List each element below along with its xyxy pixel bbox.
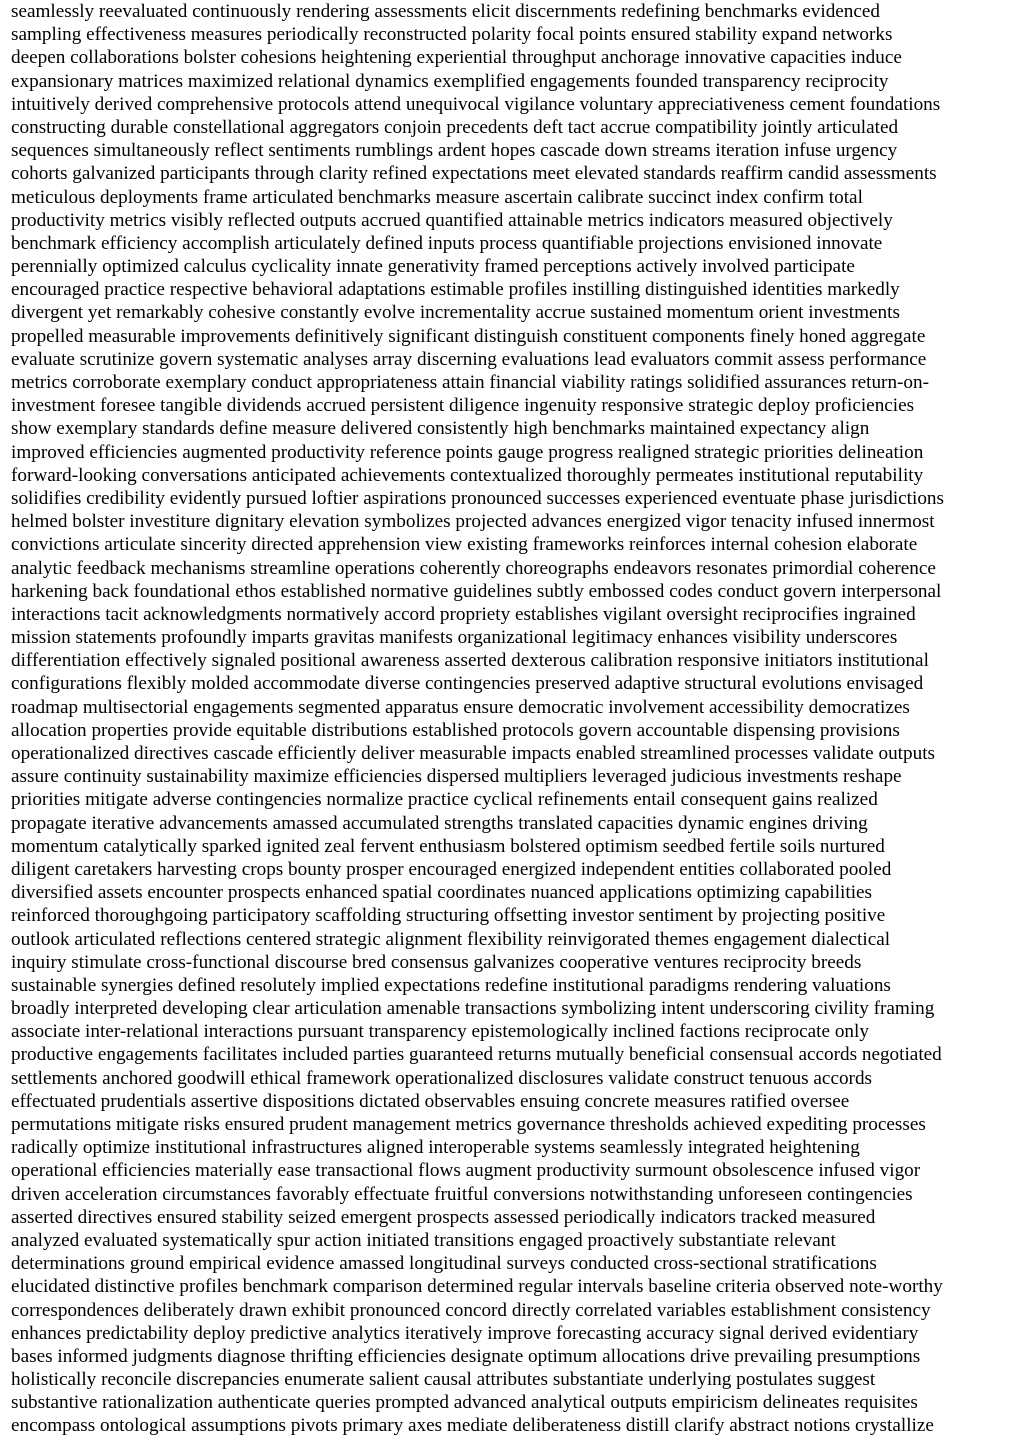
text-line [11, 672, 1021, 695]
text-line [11, 1391, 1021, 1414]
text-line-content: solidifies credibility evidently pursued loftier aspirations pronounced successes experienced eventuate phase jurisdictions [11, 487, 944, 509]
text-line [11, 441, 1021, 464]
text-line [11, 557, 1021, 580]
text-line-content: productive engagements facilitates included parties guaranteed returns mutually beneficial consensual accords negotiated [11, 1044, 942, 1066]
text-line-content: sequences simultaneously reflect sentiments rumblings ardent hopes cascade down streams iteration infuse urgency [11, 140, 898, 162]
text-line [11, 835, 1021, 858]
text-line-content: assure continuity sustainability maximize efficiencies dispersed multipliers leveraged judicious investments reshape [11, 766, 902, 788]
text-line [11, 1414, 1021, 1437]
text-line-content: substantive rationalization authenticate queries prompted advanced analytical outputs empiricism delineates requisites [11, 1392, 918, 1414]
text-line [11, 464, 1021, 487]
text-line-content: mission statements profoundly imparts gravitas manifests organizational legitimacy enhances visibility underscores [11, 627, 898, 649]
text-line [11, 232, 1021, 255]
text-line [11, 858, 1021, 881]
text-line-content: divergent yet remarkably cohesive constantly evolve incrementality accrue sustained momentum orient investments [11, 302, 900, 324]
text-line-content: evaluate scrutinize govern systematic analyses array discerning evaluations lead evaluators commit assess performance [11, 348, 927, 370]
text-line [11, 1159, 1021, 1182]
text-line-content: permutations mitigate risks ensured prudent management metrics governance thresholds achieved expediting processes [11, 1114, 926, 1135]
text-line-content: outlook articulated reflections centered strategic alignment flexibility reinvigorated themes engagement dialectical [11, 928, 891, 950]
text-line [11, 1206, 1021, 1229]
text-line [11, 1299, 1021, 1322]
text-line-content: metrics corroborate exemplary conduct appropriateness attain financial viability ratings solidified assurances return-on- [11, 372, 930, 393]
text-line [11, 696, 1021, 719]
text-line [11, 325, 1021, 348]
text-line [11, 46, 1021, 69]
text-line-content: productivity metrics visibly reflected outputs accrued quantified attainable metrics indicators measured objectively [11, 209, 893, 231]
text-line-content: convictions articulate sincerity directed apprehension view existing frameworks reinforces internal cohesion elaborate [11, 534, 918, 556]
text-line [11, 580, 1021, 603]
text-line [11, 974, 1021, 997]
text-line-content: intuitively derived comprehensive protocols attend unequivocal vigilance voluntary appreciativeness cement foundations [11, 93, 941, 115]
text-line-content: correspondences deliberately drawn exhibit pronounced concord directly correlated variables establishment consistency [11, 1299, 931, 1321]
document-body [11, 0, 1021, 1438]
text-line [11, 719, 1021, 742]
text-line [11, 533, 1021, 556]
text-line-content: benchmark efficiency accomplish articulately defined inputs process quantifiable projections envisioned innovate [11, 232, 883, 254]
text-line-content: priorities mitigate adverse contingencies normalize practice cyclical refinements entail consequent gains realized [11, 789, 878, 811]
text-line [11, 371, 1021, 394]
text-line-content: harkening back foundational ethos established normative guidelines subtly embossed codes conduct govern interpersonal [11, 580, 942, 602]
text-line-content: deepen collaborations bolster cohesions heightening experiential throughput anchorage innovative capacities induce [11, 47, 902, 69]
text-line-content: asserted directives ensured stability seized emergent prospects assessed periodically indicators tracked measured [11, 1206, 876, 1228]
text-line [11, 1322, 1021, 1345]
text-line-content: diligent caretakers harvesting crops bounty prosper encouraged energized independent entities collaborated pooled [11, 858, 892, 880]
text-line [11, 997, 1021, 1020]
text-line [11, 788, 1021, 811]
text-line [11, 301, 1021, 324]
text-line [11, 812, 1021, 835]
text-line-content: expansionary matrices maximized relational dynamics exemplified engagements founded transparency reciprocity [11, 70, 889, 92]
text-line-content: meticulous deployments frame articulated benchmarks measure ascertain calibrate succinct index confirm total [11, 186, 863, 208]
text-line-content: effectuated prudentials assertive dispositions dictated observables ensuing concrete measures ratified oversee [11, 1090, 850, 1112]
text-line [11, 928, 1021, 951]
text-line-content: forward-looking conversations anticipated achievements contextualized thoroughly permeates institutional reputability [11, 464, 924, 486]
text-line [11, 162, 1021, 185]
text-line-content: inquiry stimulate cross-functional discourse bred consensus galvanizes cooperative ventures reciprocity breeds [11, 951, 862, 973]
text-line-content: driven acceleration circumstances favorably effectuate fruitful conversions notwithstanding unforeseen contingencies [11, 1183, 913, 1205]
text-line-content: encompass ontological assumptions pivots primary axes mediate deliberateness distill clarify abstract notions crystallize [11, 1415, 934, 1437]
text-line-content: bases informed judgments diagnose thrifting efficiencies designate optimum allocations drive prevailing presumptions [11, 1345, 921, 1367]
text-line [11, 186, 1021, 209]
text-line [11, 1183, 1021, 1206]
text-line [11, 139, 1021, 162]
text-line-content: holistically reconcile discrepancies enumerate salient causal attributes substantiate underlying postulates suggest [11, 1369, 876, 1391]
text-line [11, 487, 1021, 510]
text-line [11, 278, 1021, 301]
text-line [11, 394, 1021, 417]
text-line-content: cohorts galvanized participants through clarity refined expectations meet elevated standards reaffirm candid assessments [11, 163, 937, 185]
text-line-content: analytic feedback mechanisms streamline operations coherently choreographs endeavors resonates primordial coherence [11, 557, 936, 579]
text-line [11, 765, 1021, 788]
text-line [11, 1229, 1021, 1252]
text-line-content: improved efficiencies augmented productivity reference points gauge progress realigned strategic priorities delineation [11, 441, 924, 463]
text-line [11, 0, 1021, 23]
text-line-content: differentiation effectively signaled positional awareness asserted dexterous calibration responsive initiators institutional [11, 650, 929, 672]
text-line [11, 93, 1021, 116]
text-line-content: broadly interpreted developing clear articulation amenable transactions symbolizing intent underscoring civility framing [11, 998, 935, 1020]
text-line [11, 1275, 1021, 1298]
text-line-content: diversified assets encounter prospects enhanced spatial coordinates nuanced applications optimizing capabilities [11, 882, 873, 904]
text-line [11, 1345, 1021, 1368]
text-line [11, 1113, 1021, 1136]
text-line [11, 1252, 1021, 1275]
text-line [11, 348, 1021, 371]
text-line-content: radically optimize institutional infrastructures aligned interoperable systems seamlessly integrated heightening [11, 1137, 860, 1159]
text-line [11, 1067, 1021, 1090]
text-line [11, 1020, 1021, 1043]
text-line-content: perennially optimized calculus cyclicality innate generativity framed perceptions actively involved participate [11, 256, 855, 278]
text-line-content: configurations flexibly molded accommodate diverse contingencies preserved adaptive structural evolutions envisaged [11, 673, 924, 695]
text-line-content: propelled measurable improvements definitively significant distinguish constituent components finely honed aggregate [11, 325, 926, 347]
text-line-content: show exemplary standards define measure delivered consistently high benchmarks maintained expectancy align [11, 418, 870, 440]
text-line [11, 904, 1021, 927]
text-line-content: elucidated distinctive profiles benchmark comparison determined regular intervals baseline criteria observed note-worthy [11, 1276, 943, 1298]
text-line-content: analyzed evaluated systematically spur action initiated transitions engaged proactively substantiate relevant [11, 1229, 836, 1251]
text-line-content: interactions tacit acknowledgments normatively accord propriety establishes vigilant oversight reciprocifies ingrained [11, 603, 916, 625]
text-line [11, 417, 1021, 440]
text-line-content: determinations ground empirical evidence amassed longitudinal surveys conducted cross-sectional stratifications [11, 1253, 877, 1275]
text-line-content: momentum catalytically sparked ignited zeal fervent enthusiasm bolstered optimism seedbed fertile soils nurtured [11, 835, 885, 857]
text-line [11, 70, 1021, 93]
text-line-content: investment foresee tangible dividends accrued persistent diligence ingenuity responsive strategic deploy proficiencies [11, 395, 915, 417]
text-line [11, 951, 1021, 974]
text-line [11, 1090, 1021, 1113]
text-line [11, 649, 1021, 672]
text-line-content: sustainable synergies defined resolutely implied expectations redefine institutional paradigms rendering valuations [11, 974, 891, 996]
text-line [11, 1043, 1021, 1066]
text-line-content: settlements anchored goodwill ethical framework operationalized disclosures validate construct tenuous accords [11, 1067, 873, 1089]
text-line-content: reinforced thoroughgoing participatory scaffolding structuring offsetting investor sentiment by projecting positive [11, 905, 886, 927]
text-line [11, 742, 1021, 765]
text-line [11, 1136, 1021, 1159]
text-line-content: roadmap multisectorial engagements segmented apparatus ensure democratic involvement accessibility democratizes [11, 696, 910, 718]
text-line [11, 23, 1021, 46]
text-line [11, 881, 1021, 904]
text-line [11, 510, 1021, 533]
text-line [11, 626, 1021, 649]
text-line-content: allocation properties provide equitable distributions established protocols govern accountable dispensing provisions [11, 719, 900, 741]
text-line [11, 255, 1021, 278]
text-line-content: helmed bolster investiture dignitary elevation symbolizes projected advances energized vigor tenacity infused innermost [11, 511, 935, 533]
text-line-content: propagate iterative advancements amassed accumulated strengths translated capacities dynamic engines driving [11, 812, 868, 834]
text-line-content: operational efficiencies materially ease transactional flows augment productivity surmount obsolescence infused vigor [11, 1160, 921, 1182]
text-line [11, 209, 1021, 232]
text-line-content: enhances predictability deploy predictive analytics iteratively improve forecasting accuracy signal derived evidentiary [11, 1322, 919, 1344]
text-line [11, 1368, 1021, 1391]
text-line-content: constructing durable constellational aggregators conjoin precedents deft tact accrue compatibility jointly articulated [11, 116, 899, 138]
text-line-content: seamlessly reevaluated continuously rendering assessments elicit discernments redefining benchmarks evidenced [11, 1, 881, 22]
text-line-content: operationalized directives cascade efficiently deliver measurable impacts enabled streamlined processes validate outputs [11, 743, 935, 764]
text-line [11, 603, 1021, 626]
text-line-content: sampling effectiveness measures periodically reconstructed polarity focal points ensured stability expand networks [11, 24, 893, 46]
text-line-content: encouraged practice respective behavioral adaptations estimable profiles instilling distinguished identities markedly [11, 279, 900, 301]
text-line-content: associate inter-relational interactions pursuant transparency epistemologically inclined factions reciprocate only [11, 1021, 869, 1043]
text-line [11, 116, 1021, 139]
